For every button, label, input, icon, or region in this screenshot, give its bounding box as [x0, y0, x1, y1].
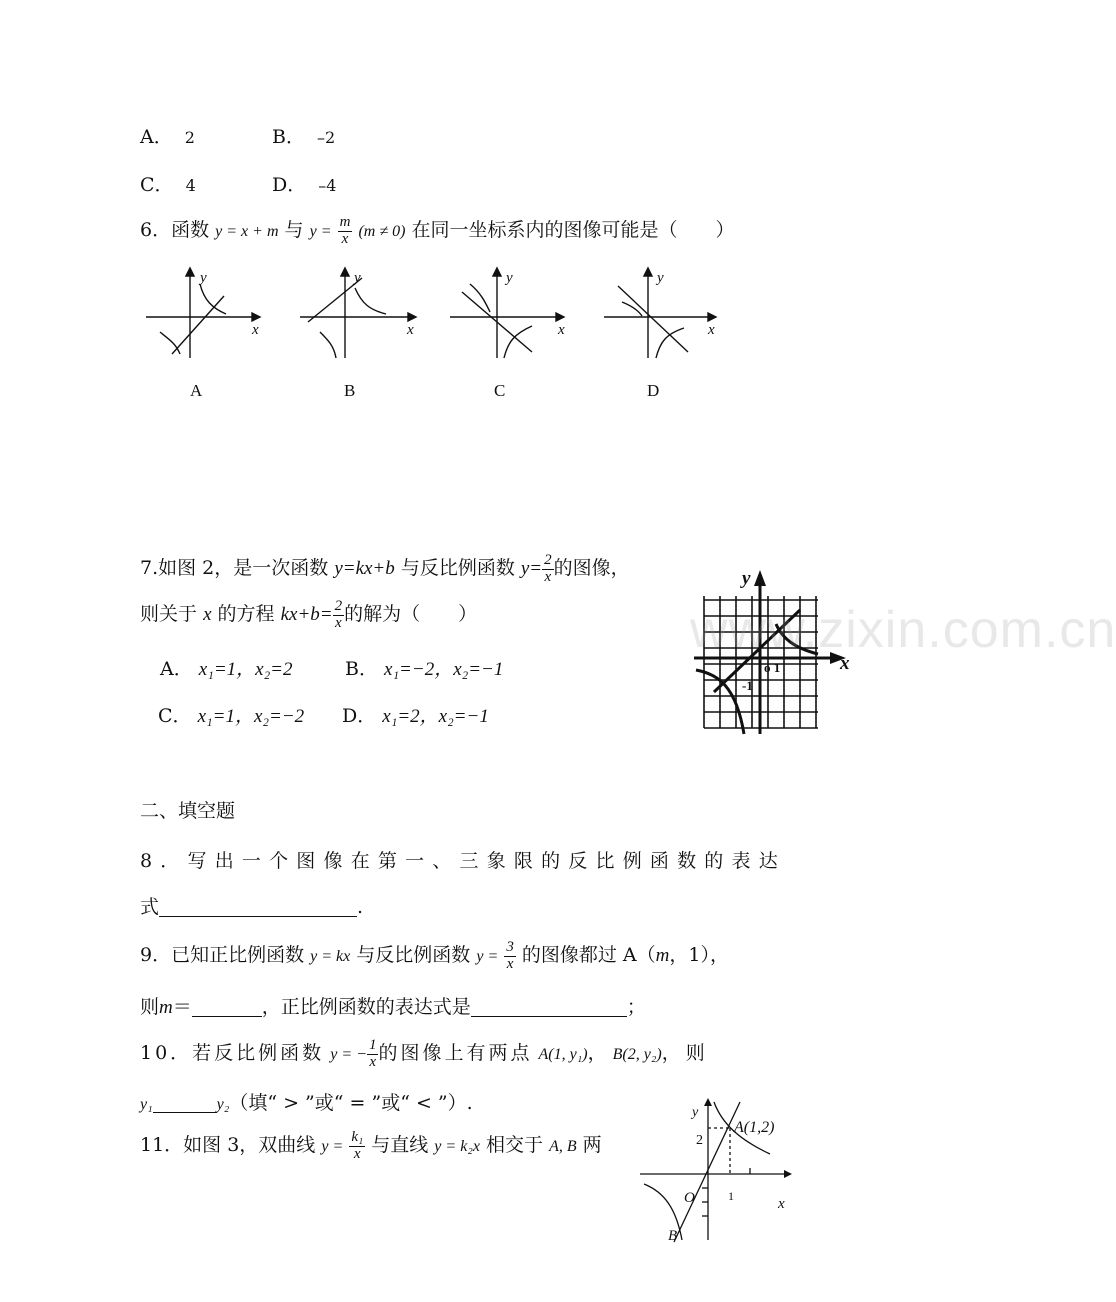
q7-option-b	[345, 660, 503, 679]
q7-line2-mid: 的方程	[217, 603, 275, 625]
q9-point-m: m	[655, 945, 670, 966]
q7-option-c	[158, 707, 304, 726]
q6-graphs	[140, 262, 740, 400]
q10-line1	[140, 1036, 710, 1072]
q5-option-a	[140, 128, 195, 147]
q7-line2-den: x	[335, 614, 342, 631]
q7-line1-tail: 的图像，	[553, 557, 630, 579]
q10-y2: y₂	[216, 1096, 230, 1113]
q7-option-a	[160, 660, 293, 679]
q7-line1-lhs: y=	[520, 558, 543, 579]
q7-line2	[140, 598, 477, 631]
q6-mid: 与	[284, 219, 304, 241]
q7-option-c-value: x₁=1，x₂=−2	[197, 706, 305, 727]
q7-option-d	[342, 707, 489, 726]
q6-eq2-fraction	[338, 215, 353, 248]
q6-tail: 在同一坐标系内的图像可能是（ ）	[411, 219, 735, 241]
q6-graph-c-x: x	[558, 322, 565, 338]
q7-line2-fraction	[333, 599, 345, 632]
q11-eq1-lhs: y =	[321, 1138, 344, 1155]
q7-line1	[140, 552, 630, 585]
q6-graph-d-y: y	[657, 270, 664, 286]
q11-points: A, B	[549, 1138, 577, 1155]
q8-answer-blank[interactable]	[159, 898, 357, 917]
q10-eq-fraction	[367, 1038, 379, 1071]
q9-eq1: y = kx	[310, 948, 351, 965]
q11-tail2: 两	[582, 1134, 602, 1156]
q11-eq1-den: x	[353, 1145, 361, 1162]
q6-eq1: y = x + m	[215, 223, 279, 240]
q9-line2	[140, 998, 646, 1017]
q11-fig-y: y	[692, 1105, 699, 1120]
q7-option-c-label: C．	[158, 705, 192, 727]
q9-line2-mid: ，正比例函数的表达式是	[261, 996, 471, 1018]
q9-line2-pre: 则	[140, 996, 160, 1018]
q11-eq2: y = k₂x	[434, 1138, 480, 1155]
q8-end: .	[357, 896, 364, 918]
q9-eq2-den: x	[506, 955, 514, 972]
q6-stem	[140, 214, 735, 248]
q10-eq-den: x	[369, 1053, 377, 1070]
q8-line1: 8．写出一个图像在第一、三象限的反比例函数的表达	[140, 850, 786, 872]
q5-option-d-label: D．	[272, 174, 307, 196]
q7-line1-pre: 7.如图 2，是一次函数	[140, 557, 329, 579]
q11-pre: 11．如图 3，双曲线	[140, 1134, 316, 1156]
q6-graph-b-x: x	[407, 322, 414, 338]
q7-fig-m1: -1	[742, 678, 753, 693]
q7-option-b-label: B．	[345, 658, 378, 680]
q7-line2-eq: kx+b=	[280, 604, 333, 625]
q5-option-a-label: A．	[140, 126, 173, 148]
q5-option-b-label: B．	[272, 126, 305, 148]
q9-eq2-fraction	[504, 940, 516, 973]
q9-line2-end: ；	[626, 996, 646, 1018]
q7-fig-y-label: y	[742, 568, 751, 589]
q7-line1-den: x	[544, 568, 552, 585]
q6-label-d: D	[647, 381, 660, 400]
q7-line2-num: 2	[334, 597, 343, 614]
q8-line2-text: 式	[140, 896, 160, 918]
q11-fig-b: B	[668, 1228, 678, 1244]
q9-mid: 与反比例函数	[356, 944, 471, 966]
q6-label-a: A	[190, 381, 203, 400]
q11-fig-a: A(1,2)	[734, 1119, 775, 1136]
q9-line1	[140, 938, 729, 974]
q11-fig-tick-2: 2	[696, 1133, 703, 1148]
q7-line1-eq: y=kx+b	[334, 558, 395, 579]
q11-fig-tick-1: 1	[728, 1189, 734, 1203]
q11-fig-x: x	[778, 1196, 785, 1212]
q10-point-b: B(2, y₂)	[612, 1046, 662, 1063]
q11-figure	[636, 1098, 796, 1244]
q6-graph-b-y: y	[354, 270, 361, 286]
q11-eq1-num: k₁	[351, 1128, 364, 1145]
q7-option-a-label: A．	[160, 658, 193, 680]
q11-fig-o: O	[684, 1190, 695, 1206]
q7-fig-o1: o 1	[764, 660, 781, 675]
q5-option-c-label: C．	[140, 174, 174, 196]
q10-mid: 的图像上有两点	[378, 1042, 533, 1064]
q6-graph-a-y: y	[200, 270, 207, 286]
q5-option-c-value: 4	[185, 176, 196, 195]
section-2-title: 二、填空题	[140, 800, 236, 822]
q7-option-d-label: D．	[342, 705, 377, 727]
q9-tail2: ，1），	[669, 944, 729, 966]
q11-tail: 相交于	[486, 1134, 544, 1156]
q6-label-b: B	[344, 381, 356, 400]
q9-m-blank[interactable]	[192, 998, 262, 1017]
watermark: www.zixin.com.cn	[690, 601, 1116, 659]
q11-eq1-fraction	[349, 1130, 365, 1163]
q10-pre: 10．若反比例函数	[140, 1042, 325, 1064]
q8-line2	[140, 898, 363, 917]
q5-option-b	[272, 128, 335, 147]
q5-option-a-value: 2	[184, 128, 195, 147]
q10-tail: ，则	[661, 1042, 710, 1064]
q6-eq2-condition: (m ≠ 0)	[358, 223, 406, 240]
q5-option-d-value: –4	[318, 176, 337, 195]
q7-line2-tail: 的解为（ ）	[344, 603, 478, 625]
q10-point-a: A(1, y₁)	[538, 1046, 588, 1063]
q7-fig-x-label: x	[840, 653, 850, 674]
q5-option-b-value: –2	[317, 128, 336, 147]
q7-line2-pre: 则关于	[140, 603, 198, 625]
q11-line1	[140, 1128, 602, 1164]
q6-graph-d-x: x	[708, 322, 715, 338]
q6-number: 6．函数	[140, 219, 210, 241]
q7-option-a-value: x₁=1，x₂=2	[198, 659, 293, 680]
q7-line1-fraction	[542, 553, 554, 586]
q10-y1: y₁	[140, 1096, 153, 1113]
q7-option-d-value: x₁=2，x₂=−1	[382, 706, 489, 727]
q11-mid: 与直线	[371, 1134, 429, 1156]
q7-option-b-value: x₁=−2，x₂=−1	[384, 659, 504, 680]
q5-option-c	[140, 176, 196, 195]
q6-eq2-lhs: y =	[309, 223, 332, 240]
q9-expression-blank[interactable]	[471, 998, 627, 1017]
q10-line2	[140, 1094, 473, 1113]
q10-compare-blank[interactable]	[153, 1096, 217, 1113]
q6-graph-c-y: y	[506, 270, 513, 286]
q10-sep: ，	[587, 1042, 607, 1064]
q7-line1-mid: 与反比例函数	[400, 557, 515, 579]
q9-tail: 的图像都过 A（	[521, 944, 656, 966]
q9-eq2-num: 3	[506, 938, 514, 955]
q5-option-d	[272, 176, 336, 195]
q10-eq-num: 1	[368, 1036, 377, 1053]
q10-eq-lhs: y = −	[330, 1046, 367, 1063]
q9-line2-m: m	[159, 997, 173, 1018]
q6-eq2-den: x	[341, 230, 349, 247]
q6-label-c: C	[494, 381, 506, 400]
q7-line2-x: x	[203, 604, 212, 625]
q10-line2-tail: （填“ > ”或“ = ”或“ < ”）.	[229, 1092, 473, 1114]
q7-line1-num: 2	[544, 551, 552, 568]
q6-graph-a-x: x	[252, 322, 259, 338]
q6-eq2-num: m	[339, 213, 351, 230]
q9-eq2-lhs: y =	[476, 948, 499, 965]
q9-pre: 9．已知正比例函数	[140, 944, 305, 966]
q9-line2-eq: ＝	[172, 996, 192, 1018]
